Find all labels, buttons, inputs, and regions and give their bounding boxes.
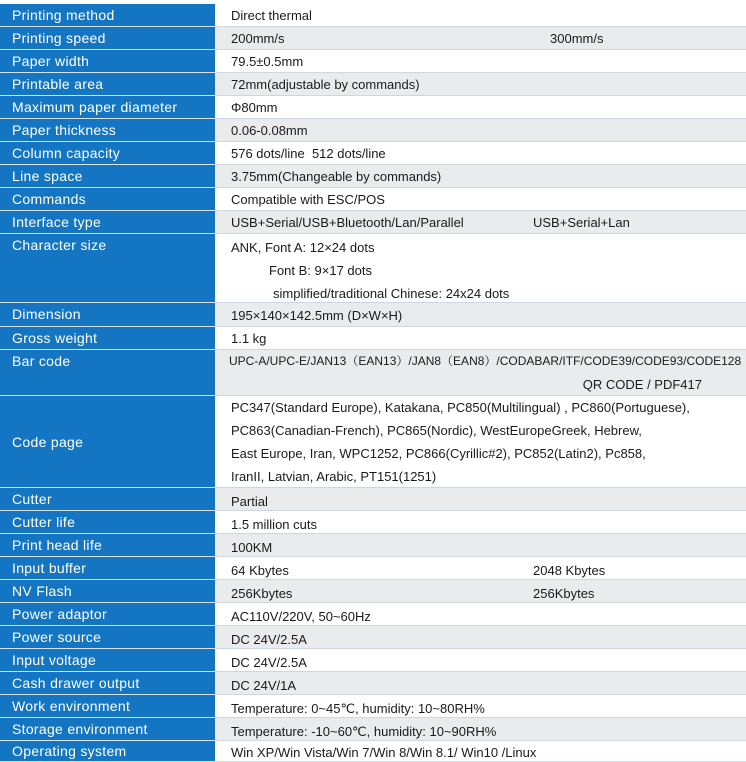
spec-value [215, 327, 746, 350]
spec-row-gross-weight [0, 327, 746, 350]
value-text-alt: 256Kbytes [533, 586, 595, 601]
value-text: 1.5 million cuts [231, 517, 317, 532]
spec-label: Line space [0, 165, 215, 188]
value-text: DC 24V/1A [231, 678, 297, 693]
spec-value [215, 142, 746, 165]
spec-row-interface-type [0, 211, 746, 234]
spec-label: Printing method [0, 4, 215, 27]
value-text: DC 24V/2.5A [231, 632, 307, 647]
spec-label: Dimension [0, 303, 215, 327]
spec-row-power-adaptor [0, 603, 746, 626]
value-text: 200mm/s [231, 31, 285, 46]
spec-label: Printing speed [0, 27, 215, 50]
spec-label: Storage environment [0, 718, 215, 741]
value-text: 576 dots/line 512 dots/line [231, 146, 386, 161]
spec-label: Cutter [0, 488, 215, 511]
spec-value [215, 234, 746, 303]
spec-row-work-environment [0, 695, 746, 718]
spec-value [215, 27, 746, 50]
spec-label: Interface type [0, 211, 215, 234]
value-text: Φ80mm [231, 100, 278, 115]
spec-value [215, 165, 746, 188]
value-line: PC863(Canadian-French), PC865(Nordic), WestEuropeGreek, Hebrew, [231, 423, 642, 438]
spec-value [215, 649, 746, 672]
spec-row-cutter-life [0, 511, 746, 534]
spec-row-power-source [0, 626, 746, 649]
spec-row-printing-speed [0, 27, 746, 50]
spec-value [215, 741, 746, 762]
value-text: DC 24V/2.5A [231, 655, 307, 670]
spec-row-dimension [0, 303, 746, 327]
spec-value [215, 73, 746, 96]
spec-label: Input buffer [0, 557, 215, 580]
spec-value [215, 580, 746, 603]
spec-value [215, 695, 746, 718]
spec-value [215, 396, 746, 488]
spec-row-cash-drawer-output [0, 672, 746, 695]
spec-label: Gross weight [0, 327, 215, 350]
spec-row-print-head-life [0, 534, 746, 557]
spec-row-commands [0, 188, 746, 211]
spec-value [215, 626, 746, 649]
spec-label: Character size [0, 234, 215, 303]
value-text: 64 Kbytes [231, 563, 289, 578]
value-text: 72mm(adjustable by commands) [231, 77, 420, 92]
value-text: Compatible with ESC/POS [231, 192, 385, 207]
value-line: Font B: 9×17 dots [269, 263, 372, 278]
spec-row-operating-system [0, 741, 746, 762]
value-text: Partial [231, 494, 268, 509]
spec-row-line-space [0, 165, 746, 188]
value-text: Temperature: 0~45℃, humidity: 10~80RH% [231, 701, 485, 716]
value-text: 256Kbytes [231, 586, 293, 601]
spec-row-max-paper-diameter [0, 96, 746, 119]
spec-label: Paper width [0, 50, 215, 73]
spec-label: Input voltage [0, 649, 215, 672]
value-line: simplified/traditional Chinese: 24x24 dots [273, 286, 510, 301]
spec-label: Printable area [0, 73, 215, 96]
spec-row-paper-thickness [0, 119, 746, 142]
spec-row-column-capacity [0, 142, 746, 165]
value-text: 79.5±0.5mm [231, 54, 304, 69]
value-line: East Europe, Iran, WPC1252, PC866(Cyrillic#2), PC852(Latin2), Pc858, [231, 446, 646, 461]
spec-value [215, 303, 746, 327]
spec-label: Paper thickness [0, 119, 215, 142]
spec-table [0, 4, 746, 762]
spec-row-printing-method [0, 4, 746, 27]
value-text: 195×140×142.5mm (D×W×H) [231, 308, 403, 323]
spec-value [215, 672, 746, 695]
value-line: PC347(Standard Europe), Katakana, PC850(Multilingual) , PC860(Portuguese), [231, 400, 690, 415]
spec-value [215, 4, 746, 27]
spec-value [215, 211, 746, 234]
spec-label: Column capacity [0, 142, 215, 165]
spec-label: Maximum paper diameter [0, 96, 215, 119]
value-line: ANK, Font A: 12×24 dots [231, 240, 375, 255]
value-text: Temperature: -10~60℃, humidity: 10~90RH% [231, 724, 497, 739]
spec-label: Power source [0, 626, 215, 649]
spec-value [215, 511, 746, 534]
spec-row-storage-environment [0, 718, 746, 741]
spec-row-character-size [0, 234, 746, 303]
spec-value [215, 603, 746, 626]
spec-label: Commands [0, 188, 215, 211]
spec-row-code-page [0, 396, 746, 488]
spec-row-nv-flash [0, 580, 746, 603]
spec-label: Code page [0, 396, 215, 488]
spec-label: Work environment [0, 695, 215, 718]
value-line: UPC-A/UPC-E/JAN13（EAN13）/JAN8（EAN8）/CODABAR/ITF/CODE39/CODE93/CODE128 [229, 354, 742, 368]
value-text: Win XP/Win Vista/Win 7/Win 8/Win 8.1/ Win10 /Linux [231, 745, 537, 760]
value-text-alt: 2048 Kbytes [533, 563, 606, 578]
spec-value [215, 718, 746, 741]
spec-label: Print head life [0, 534, 215, 557]
spec-value [215, 50, 746, 73]
value-text: 3.75mm(Changeable by commands) [231, 169, 442, 184]
spec-value [215, 534, 746, 557]
spec-row-input-voltage [0, 649, 746, 672]
value-text: 0.06-0.08mm [231, 123, 308, 138]
value-text: 1.1 kg [231, 331, 267, 346]
spec-row-printable-area [0, 73, 746, 96]
spec-label: Cutter life [0, 511, 215, 534]
value-text-alt: 300mm/s [550, 31, 604, 46]
spec-value [215, 188, 746, 211]
value-text: Direct thermal [231, 8, 312, 23]
spec-value [215, 119, 746, 142]
spec-label: Operating system [0, 741, 215, 762]
spec-label: Power adaptor [0, 603, 215, 626]
value-text: AC110V/220V, 50~60Hz [231, 609, 371, 624]
value-text: 100KM [231, 540, 273, 555]
spec-row-paper-width [0, 50, 746, 73]
spec-value [215, 488, 746, 511]
spec-row-cutter [0, 488, 746, 511]
spec-label: Cash drawer output [0, 672, 215, 695]
spec-value [215, 350, 746, 396]
spec-row-bar-code [0, 350, 746, 396]
spec-value [215, 96, 746, 119]
value-line: IranII, Latvian, Arabic, PT151(1251) [231, 469, 437, 484]
spec-row-input-buffer [0, 557, 746, 580]
value-line: QR CODE / PDF417 [582, 377, 702, 392]
value-text-alt: USB+Serial+Lan [533, 215, 630, 230]
spec-value [215, 557, 746, 580]
spec-label: Bar code [0, 350, 215, 396]
value-text: USB+Serial/USB+Bluetooth/Lan/Parallel [231, 215, 464, 230]
spec-label: NV Flash [0, 580, 215, 603]
